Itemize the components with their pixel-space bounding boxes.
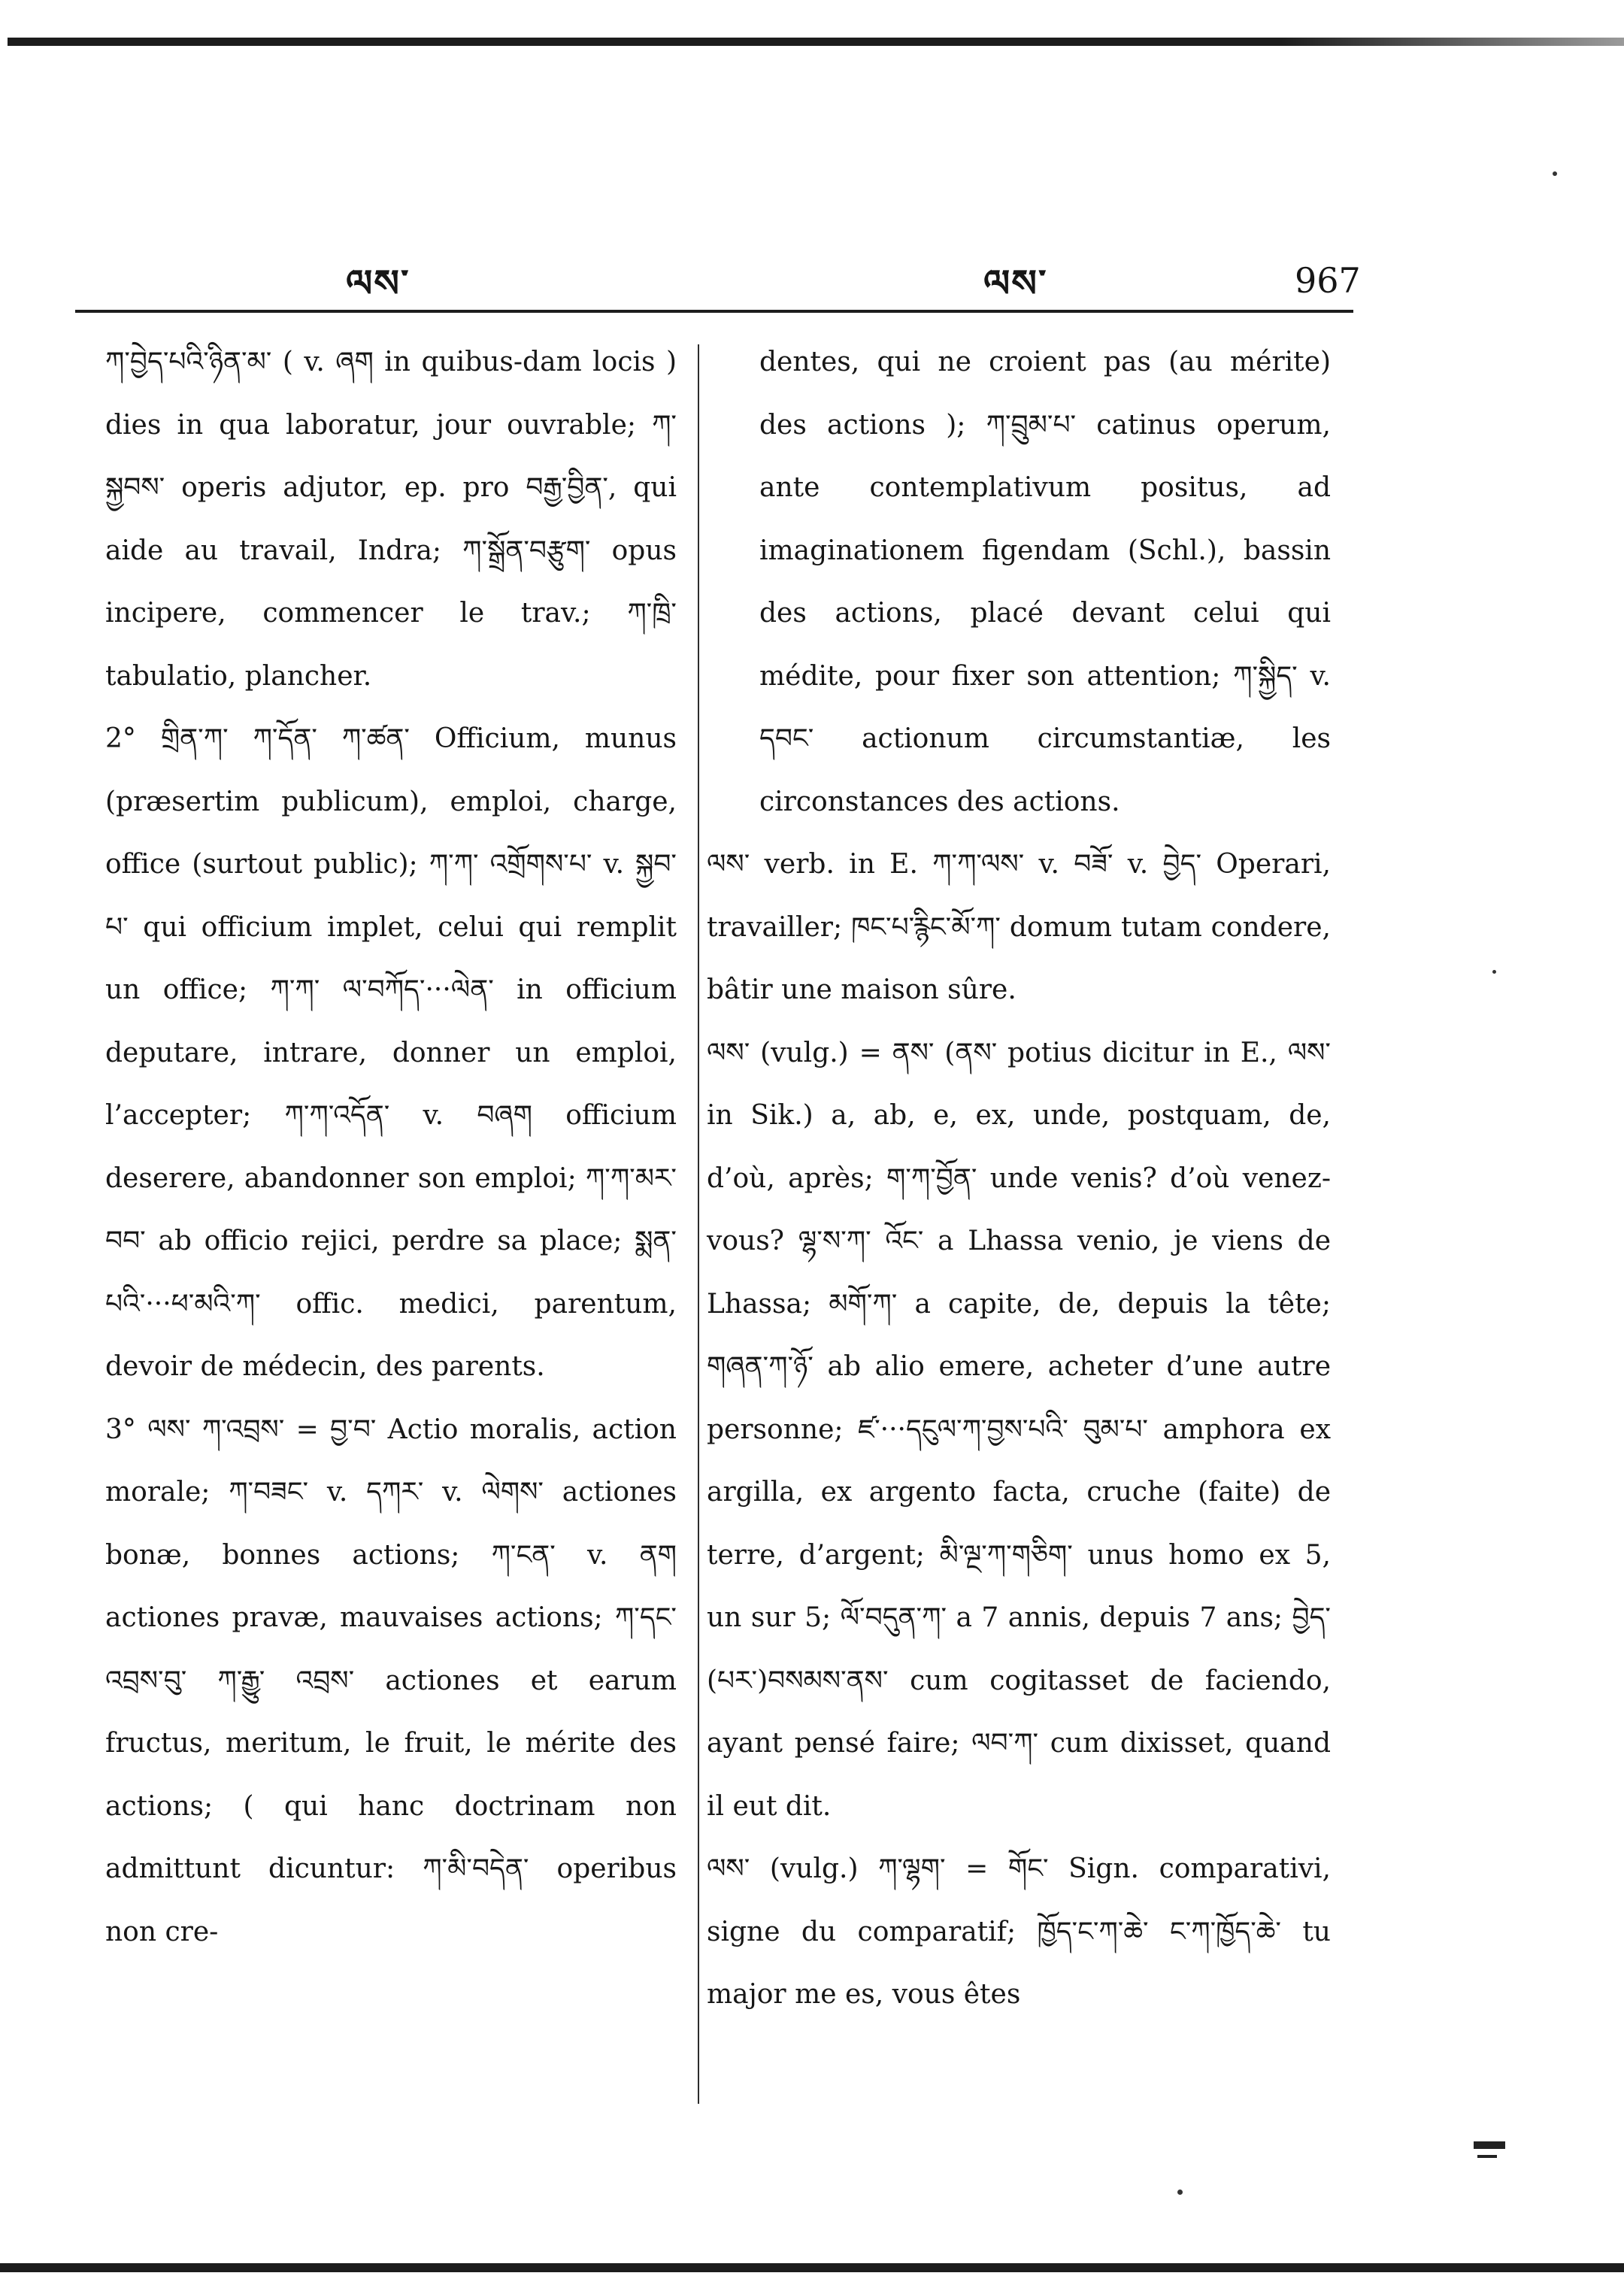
margin-mark [1474, 2141, 1505, 2149]
scan-speck [1553, 171, 1557, 176]
entry-paragraph: ལས་ verb. in E. ཀ་ཀ་ལས་ v. བཟོ་ v. བྱེད་ Operari, travailler; ཁང་པ་རྙིང་མོ་ཀ་ domum tutam condere, bâtir une maison sûre. [707, 849, 1331, 1005]
bottom-border-rule [0, 2263, 1624, 2272]
entry-paragraph: 2° གྲིན་ཀ་ ཀ་དོན་ ཀ་ཚན་ Officium, munus (præsertim publicum), emploi, charge, office (surtout public); ཀ་ཀ་ འགྲོགས་པ་ v. སྐྱབ་པ་ qui officium implet, celui qui remplit un office; ཀ་ཀ་ ལ་བཀོད་···ལེན་ in officium deputare, intrare, donner un emploi, l’accepter; ཀ་ཀ་འདོན་ v. བཞག officium deserere, abandonner son emploi; ཀ་ཀ་མར་བབ་ ab officio rejici, perdre sa place; སྨན་ པའི་···ཕ་མའི་ཀ་ offic. medici, parentum, devoir de médecin, des parents. [105, 723, 677, 1382]
entry-paragraph: dentes, qui ne croient pas (au mérite) des actions ); ཀ་བྲུམ་པ་ catinus operum, ante contemplativum positus, ad imaginationem figendam (Schl.), bassin des actions, placé devant celui qui médite, pour fixer son attention; ཀ་སྐྱིད་ v. དབང་ actionum circumstantiæ, les circonstances des actions. [759, 347, 1331, 817]
right-column [707, 331, 1331, 2026]
left-running-head: ལས་ [346, 261, 411, 305]
left-column [105, 331, 677, 1963]
entry-paragraph: ཀ་བྱེད་པའི་ཉིན་མ་ ( v. ཞག in quibus-dam locis ) dies in qua laboratur, jour ouvrable; ཀ་སྐྱབས་ operis adjutor, ep. pro བརྒྱ་བྱིན་, qui aide au travail, Indra; ཀ་སྒྲོན་བརྩུག་ opus incipere, commencer le trav.; ཀ་ཁྲི་ tabulatio, plancher. [105, 347, 677, 692]
entry-paragraph: ལས་ (vulg.) ཀ་ལྷག་ = གོང་ Sign. comparativi, signe du comparatif; ཁྱོད་ང་ཀ་ཆེ་ ང་ཀ་ཁྱོད་ཆེ་ tu major me es, vous êtes [707, 1853, 1331, 2010]
scan-speck [1177, 2190, 1183, 2195]
entry-paragraph: 3° ལས་ ཀ་འབྲས་ = བྱ་བ་ Actio moralis, action morale; ཀ་བཟང་ v. དཀར་ v. ལེགས་ actiones bonæ, bonnes actions; ཀ་ངན་ v. ནག actiones pravæ, mauvaises actions; ཀ་དང་འབྲས་བུ་ ཀ་རྒྱུ་ འབྲས་ actiones et earum fructus, meritum, le fruit, le mérite des actions; ( qui hanc doctrinam non admittunt dicuntur: ཀ་མི་བདེན་ operibus non cre- [105, 1414, 677, 1947]
margin-mark [1477, 2155, 1497, 2158]
right-running-head: ལས་ [983, 261, 1048, 305]
column-divider [698, 344, 699, 2104]
header-rule [75, 310, 1353, 313]
top-border-rule-fade [1278, 38, 1624, 46]
page-number: 967 [1295, 260, 1361, 301]
scan-speck [1492, 970, 1496, 974]
entry-paragraph: ལས་ (vulg.) = ནས་ (ནས་ potius dicitur in E., ལས་ in Sik.) a, ab, e, ex, unde, postquam, de, d’où, après; ག་ཀ་བྱོན་ unde venis? d’où venez-vous? ལྷ་ས་ཀ་ འོང་ a Lhassa venio, je viens de Lhassa; མགོ་ཀ་ a capite, de, depuis la tête; གཞན་ཀ་ཉོ་ ab alio emere, acheter d’une autre personne; ཛ་···དངུལ་ཀ་བྱས་པའི་ བུམ་པ་ amphora ex argilla, ex argento facta, cruche (faite) de terre, d’argent; མི་ལྔ་ཀ་གཅིག་ unus homo ex 5, un sur 5; ལོ་བདུན་ཀ་ a 7 annis, depuis 7 ans; བྱེད་(པར་)བསམས་ནས་ cum cogitasset de faciendo, ayant pensé faire; ལབ་ཀ་ cum dixisset, quand il eut dit. [707, 1037, 1331, 1822]
